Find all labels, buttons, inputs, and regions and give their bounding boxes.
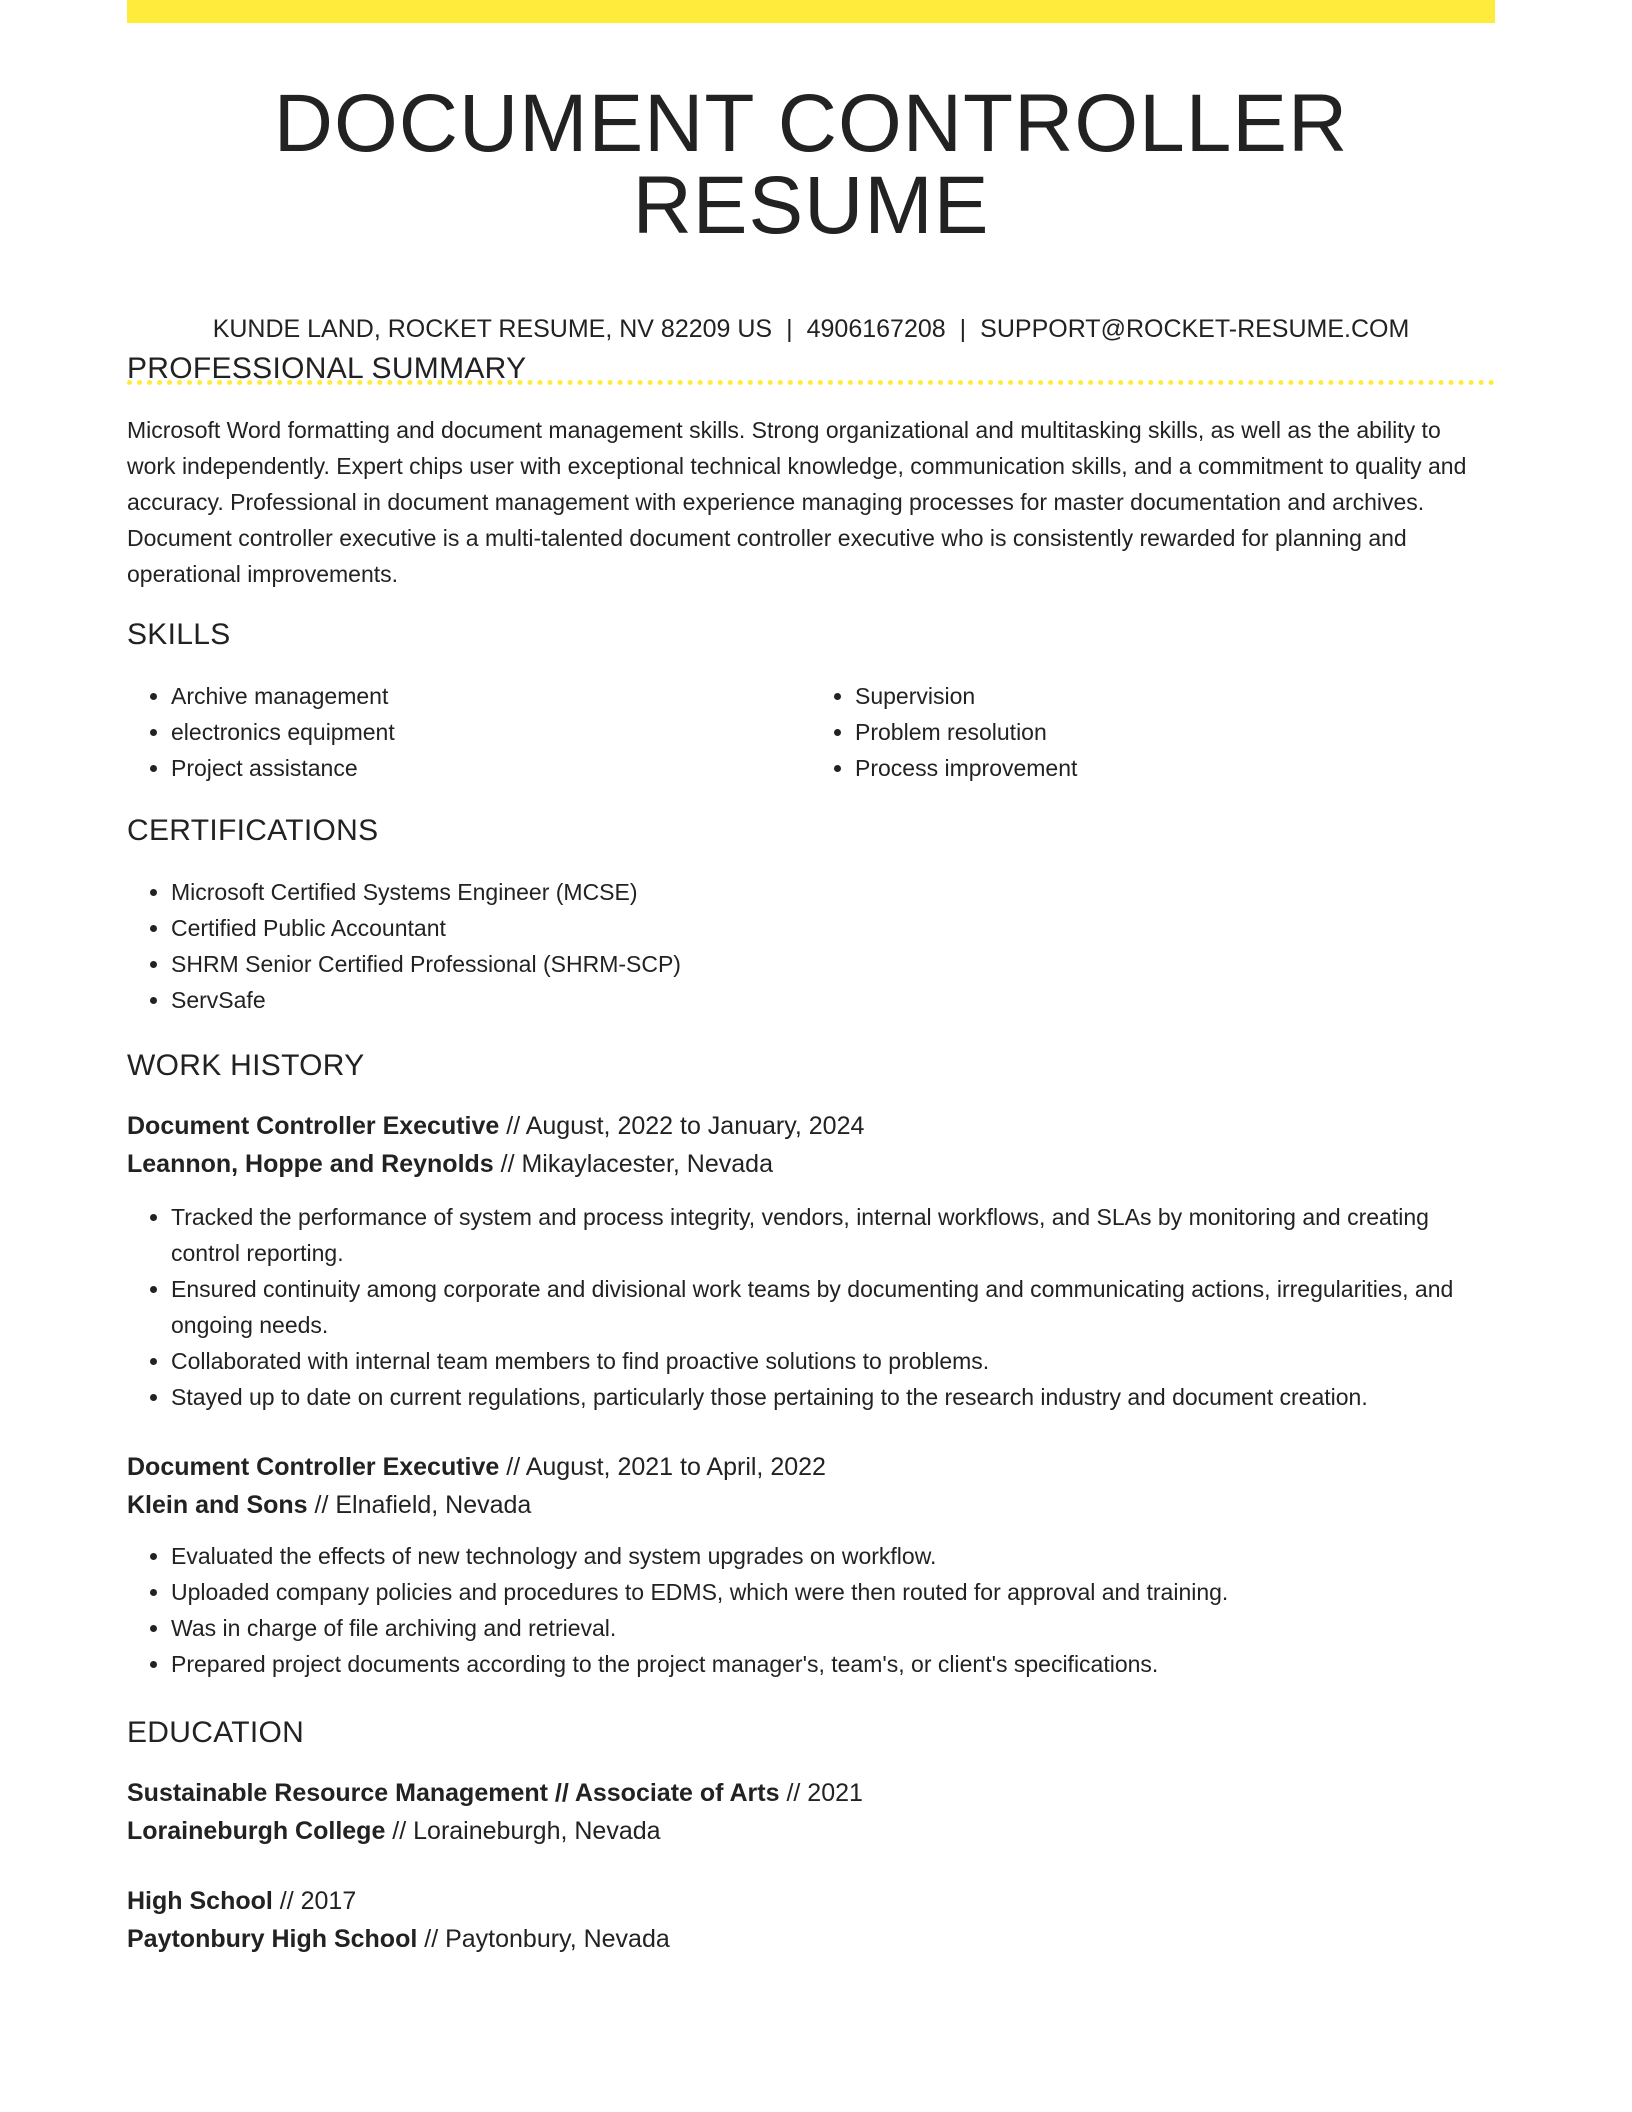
skill-item: • electronics equipment — [171, 714, 811, 750]
job-entry — [127, 1448, 1495, 1682]
job-company-line — [127, 1145, 1495, 1183]
company-name: Leannon, Hoppe and Reynolds — [127, 1150, 494, 1178]
resume-title: DOCUMENT CONTROLLER RESUME — [273, 78, 1349, 251]
education-entry — [127, 1882, 1495, 1958]
certifications-section — [127, 816, 1495, 1018]
school-line — [127, 1812, 1495, 1850]
skill-item: • Problem resolution — [855, 714, 1495, 750]
job-entry — [127, 1107, 1495, 1415]
company-location: // Mikaylacester, Nevada — [493, 1150, 773, 1178]
skills-column-left — [127, 678, 811, 786]
summary-text: Microsoft Word formatting and document management skills. Strong organizational and multitasking skills, as well as the ability to work independently. Expert chips user with exceptional technical knowledge, communication skills, and a commitment to quality and accuracy. Professional in document management with experience managing processes for master documentation and archives. Document controller executive is a multi-talented document controller executive who is consistently rewarded for planning and operational improvements. — [127, 417, 1467, 587]
job-bullet: • Tracked the performance of system and process integrity, vendors, internal workflows, and SLAs by monitoring and creating control reporting. — [171, 1199, 1495, 1271]
skills-heading: SKILLS — [127, 618, 231, 651]
job-bullet: • Evaluated the effects of new technology and system upgrades on workflow. — [171, 1538, 1495, 1574]
phone: 4906167208 — [806, 315, 946, 343]
job-title: Document Controller Executive — [127, 1453, 500, 1481]
job-bullet: • Collaborated with internal team members to find proactive solutions to problems. — [171, 1343, 1495, 1379]
job-bullet: • Was in charge of file archiving and retrieval. — [171, 1610, 1495, 1646]
school-location: // Loraineburgh, Nevada — [385, 1817, 661, 1845]
separator: | — [786, 315, 793, 343]
email[interactable]: SUPPORT@ROCKET-RESUME.COM — [980, 315, 1410, 343]
certification-item: • ServSafe — [171, 982, 1495, 1018]
job-title-line — [127, 1448, 1495, 1486]
skill-item: • Process improvement — [855, 750, 1495, 786]
job-dates: // August, 2022 to January, 2024 — [499, 1112, 865, 1140]
education-entry — [127, 1774, 1495, 1850]
certification-item: • Certified Public Accountant — [171, 910, 1495, 946]
degree: High School — [127, 1887, 273, 1915]
job-bullet: • Stayed up to date on current regulations, particularly those pertaining to the research industry and document creation. — [171, 1379, 1495, 1415]
work-history-heading: WORK HISTORY — [127, 1049, 365, 1082]
skills-column-right — [811, 678, 1495, 786]
job-bullet: • Ensured continuity among corporate and divisional work teams by documenting and communicating actions, irregularities, and ongoing needs. — [171, 1271, 1495, 1343]
job-title: Document Controller Executive — [127, 1112, 500, 1140]
job-company-line — [127, 1486, 1495, 1524]
job-dates: // August, 2021 to April, 2022 — [499, 1453, 826, 1481]
certification-item: • Microsoft Certified Systems Engineer (MCSE) — [171, 874, 1495, 910]
company-name: Klein and Sons — [127, 1491, 308, 1519]
separator: | — [959, 315, 967, 343]
certification-item: • SHRM Senior Certified Professional (SHRM-SCP) — [171, 946, 1495, 982]
summary-section — [127, 354, 1495, 592]
graduation-year: // 2017 — [272, 1887, 357, 1915]
graduation-year: // 2021 — [779, 1779, 863, 1807]
work-history-section — [127, 1051, 1495, 1682]
company-location: // Elnafield, Nevada — [307, 1491, 532, 1519]
resume-page — [127, 0, 1495, 1953]
certifications-heading: CERTIFICATIONS — [127, 814, 379, 847]
top-accent-bar — [127, 0, 1495, 23]
school-location: // Paytonbury, Nevada — [417, 1925, 670, 1953]
skill-item: • Archive management — [171, 678, 811, 714]
contact-line — [127, 317, 1495, 342]
skill-item: • Supervision — [855, 678, 1495, 714]
school-name: Paytonbury High School — [127, 1925, 418, 1953]
school-line — [127, 1920, 1495, 1958]
school-name: Loraineburgh College — [127, 1817, 386, 1845]
skills-section — [127, 620, 1495, 786]
degree-line — [127, 1774, 1495, 1812]
job-bullet: • Uploaded company policies and procedures to EDMS, which were then routed for approval and training. — [171, 1574, 1495, 1610]
skill-item: • Project assistance — [171, 750, 811, 786]
education-heading: EDUCATION — [127, 1716, 305, 1749]
summary-heading: PROFESSIONAL SUMMARY — [127, 352, 527, 385]
job-title-line — [127, 1107, 1495, 1145]
address: KUNDE LAND, ROCKET RESUME, NV 82209 US — [212, 315, 773, 343]
education-section — [127, 1718, 1495, 1958]
job-bullet: • Prepared project documents according to the project manager's, team's, or client's specifications. — [171, 1646, 1495, 1682]
skills-grid — [127, 678, 1495, 786]
degree-line — [127, 1882, 1495, 1920]
degree: Sustainable Resource Management // Associate of Arts — [127, 1779, 780, 1807]
